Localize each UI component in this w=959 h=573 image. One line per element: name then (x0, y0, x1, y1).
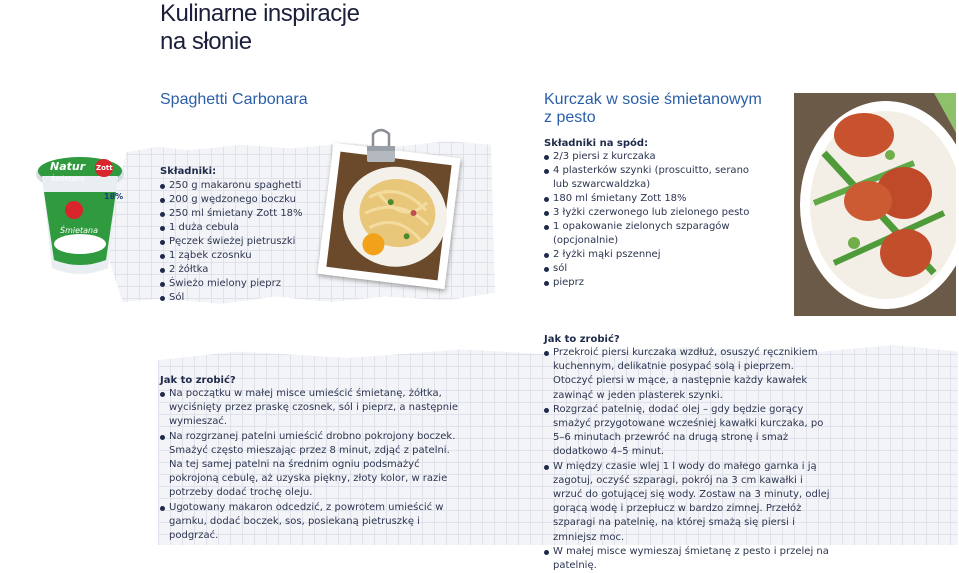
binder-clip-icon (364, 128, 398, 168)
ingredients-label: Składniki na spód: (544, 138, 649, 149)
chicken-ingredients (544, 138, 764, 290)
page-title (160, 0, 359, 56)
list-item: Rozgrzać patelnię, dodać olej – gdy będzie gorący smażyć przygotowane wcześniej kawałki kurczaka, po 5–6 minutach przewróć na drugą stronę i smaż dodatkowo 4–5 minut. (544, 403, 834, 460)
howto-label: Jak to zrobić? (160, 375, 236, 386)
product-line-label: Natur (50, 160, 86, 173)
product-brand-logo: Zott (96, 164, 113, 172)
list-item: 1 opakowanie zielonych szparagów (opcjonalnie) (544, 220, 764, 248)
list-item: 200 g wędzonego boczku (160, 193, 330, 207)
carbonara-steps (160, 375, 460, 543)
page-title-line1: Kulinarne inspiracje (160, 0, 360, 27)
list-item: 1 duża cebula (160, 221, 330, 235)
list-item: 2 łyżki mąki pszennej (544, 248, 764, 262)
recipe-heading-carbonara: Spaghetti Carbonara (160, 91, 308, 108)
howto-label: Jak to zrobić? (544, 334, 620, 345)
product-fat-badge: 18% (104, 192, 124, 201)
list-item: Na rozgrzanej patelni umieścić drobno pokrojony boczek. Smażyć często mieszając przez 8 minut, zdjąć z patelni. Na tej samej patelni na średnim ogniu podsmażyć pokrojoną cebulę, aż uzyska piękny, złoty kolor, w razie potrzeby dodać trochę oleju. (160, 430, 460, 501)
list-item: Pęczek świeżej pietruszki (160, 235, 330, 249)
chicken-steps (544, 334, 834, 573)
product-name-label: Śmietana (51, 175, 85, 183)
list-item: Przekroić piersi kurczaka wzdłuż, osuszyć ręcznikiem kuchennym, delikatnie posypać solą i pieprzem. Otoczyć piersi w mące, a następnie każdy kawałek zawinąć w jeden plasterek szynki. (544, 346, 834, 403)
recipe-heading-chicken (544, 91, 784, 127)
product-name-label-2: Śmietana (60, 226, 99, 235)
list-item: 180 ml śmietany Zott 18% (544, 192, 764, 206)
list-item: Sól (160, 291, 330, 305)
list-item: 3 łyżki czerwonego lub zielonego pesto (544, 206, 764, 220)
list-item: pieprz (544, 276, 764, 290)
list-item: W między czasie wlej 1 l wody do małego garnka i ją zagotuj, oczyść szparagi, pokrój na 3 cm kawałki i wrzuć do gotującej się wody. Zostaw na 3 minuty, odlej gorącą wodę i przepłucz w bardzo zimnej. Przełóż szparagi na patelnię, na której smażą się piersi i zmniejsz moc. (544, 460, 834, 545)
list-item: Świeżo mielony pieprz (160, 277, 330, 291)
list-item: sól (544, 262, 764, 276)
list-item: 1 ząbek czosnku (160, 249, 330, 263)
chicken-photo (794, 93, 956, 316)
list-item: Ugotowany makaron odcedzić, z powrotem umieścić w garnku, dodać boczek, sos, posiekaną pietruszkę i podgrzać. (160, 501, 460, 544)
list-item: 2 żółtka (160, 263, 330, 277)
list-item: W małej misce wymieszaj śmietanę z pesto i przelej na patelnię. (544, 545, 834, 573)
recipe-heading-line2: z pesto (544, 109, 596, 126)
list-item: 250 ml śmietany Zott 18% (160, 207, 330, 221)
page-title-line2: na słonie (160, 28, 252, 55)
list-item: 4 plasterków szynki (proscuitto, serano lub szwarcwaldzka) (544, 164, 764, 192)
list-item: Na początku w małej misce umieścić śmietanę, żółtka, wyciśnięty przez praskę czosnek, sól i pieprz, a następnie wymieszać. (160, 387, 460, 430)
list-item: 250 g makaronu spaghetti (160, 179, 330, 193)
recipe-heading-line1: Kurczak w sosie śmietanowym (544, 91, 762, 108)
carbonara-ingredients (160, 166, 330, 305)
list-item: 2/3 piersi z kurczaka (544, 150, 764, 164)
ingredients-label: Składniki: (160, 166, 217, 177)
zott-cream-product (34, 152, 126, 280)
